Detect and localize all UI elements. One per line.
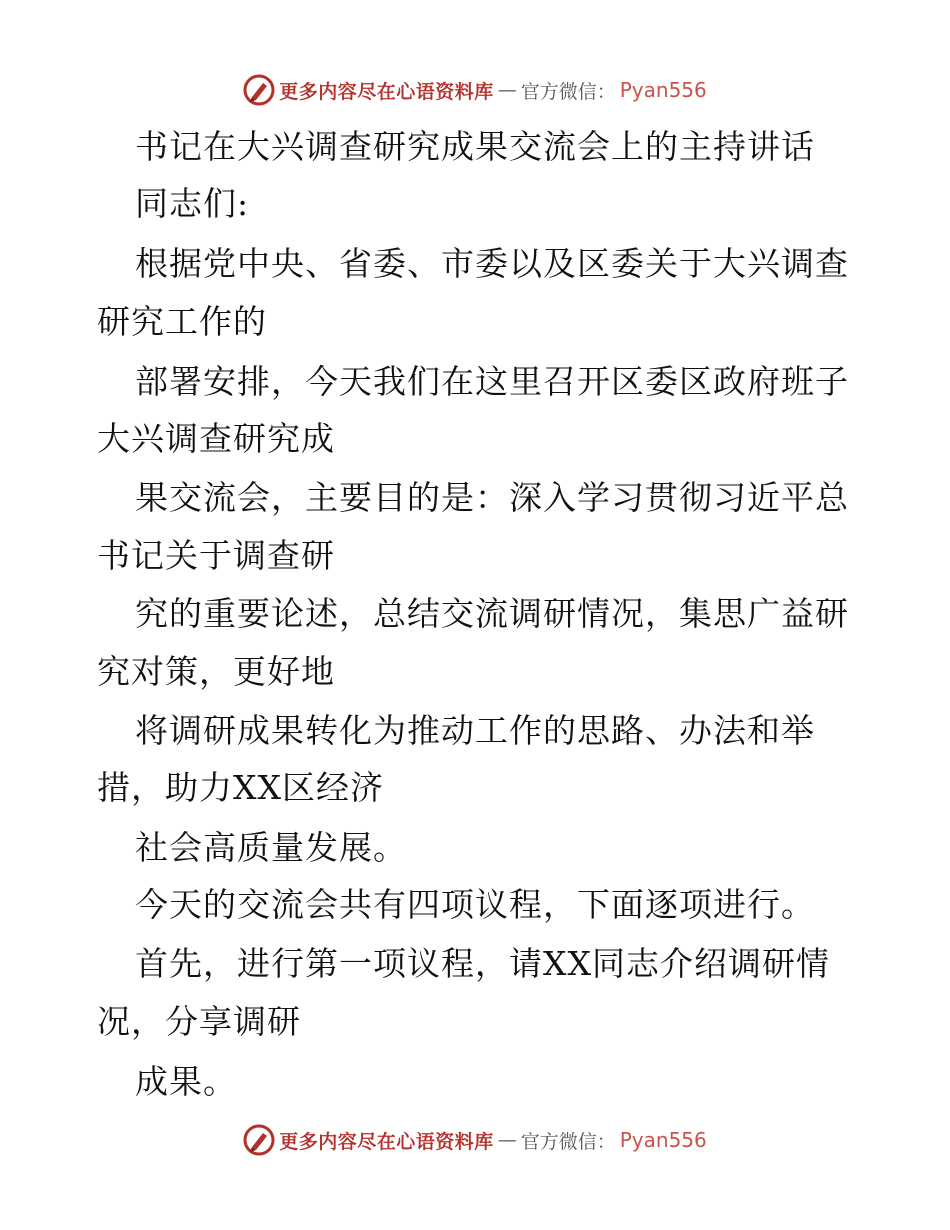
banner-separator: —	[497, 1129, 517, 1151]
paragraph-line: 根据党中央、省委、市委以及区委关于大兴调查	[135, 244, 849, 283]
footer-banner	[0, 1120, 950, 1160]
paragraph-line: 研究工作的	[97, 302, 267, 341]
paragraph-line: 社会高质量发展。	[135, 828, 407, 867]
document-title: 书记在大兴调查研究成果交流会上的主持讲话	[135, 127, 815, 166]
paragraph-line: 果交流会，主要目的是：深入学习贯彻习近平总	[135, 478, 849, 517]
banner-brand: 更多内容尽在心语资料库	[279, 80, 494, 103]
banner-label: 官方微信：	[520, 1130, 616, 1153]
banner-separator: —	[497, 79, 517, 101]
banner-brand: 更多内容尽在心语资料库	[279, 1130, 494, 1153]
banner-label: 官方微信：	[520, 80, 616, 103]
pen-logo-icon	[243, 74, 275, 106]
banner-wechat-id: Pyan556	[619, 1128, 707, 1152]
paragraph-line: 究的重要论述，总结交流调研情况，集思广益研	[135, 594, 849, 633]
paragraph-line: 况，分享调研	[97, 1002, 301, 1041]
banner-wechat-id: Pyan556	[619, 78, 707, 102]
banner-content	[243, 74, 707, 106]
header-banner	[0, 70, 950, 110]
salutation: 同志们:	[135, 184, 250, 223]
banner-content	[243, 1124, 707, 1156]
paragraph-line: 大兴调查研究成	[97, 419, 335, 458]
paragraph-line: 成果。	[135, 1062, 237, 1101]
paragraph-line: 措，助力XX区经济	[97, 768, 384, 807]
paragraph-line: 将调研成果转化为推动工作的思路、办法和举	[135, 711, 815, 750]
paragraph-line: 究对策，更好地	[97, 652, 335, 691]
pen-logo-icon	[243, 1124, 275, 1156]
paragraph-line: 首先，进行第一项议程，请XX同志介绍调研情	[135, 944, 830, 983]
paragraph-line: 今天的交流会共有四项议程，下面逐项进行。	[135, 885, 815, 924]
paragraph-line: 书记关于调查研	[97, 536, 335, 575]
paragraph-line: 部署安排，今天我们在这里召开区委区政府班子	[135, 362, 849, 401]
